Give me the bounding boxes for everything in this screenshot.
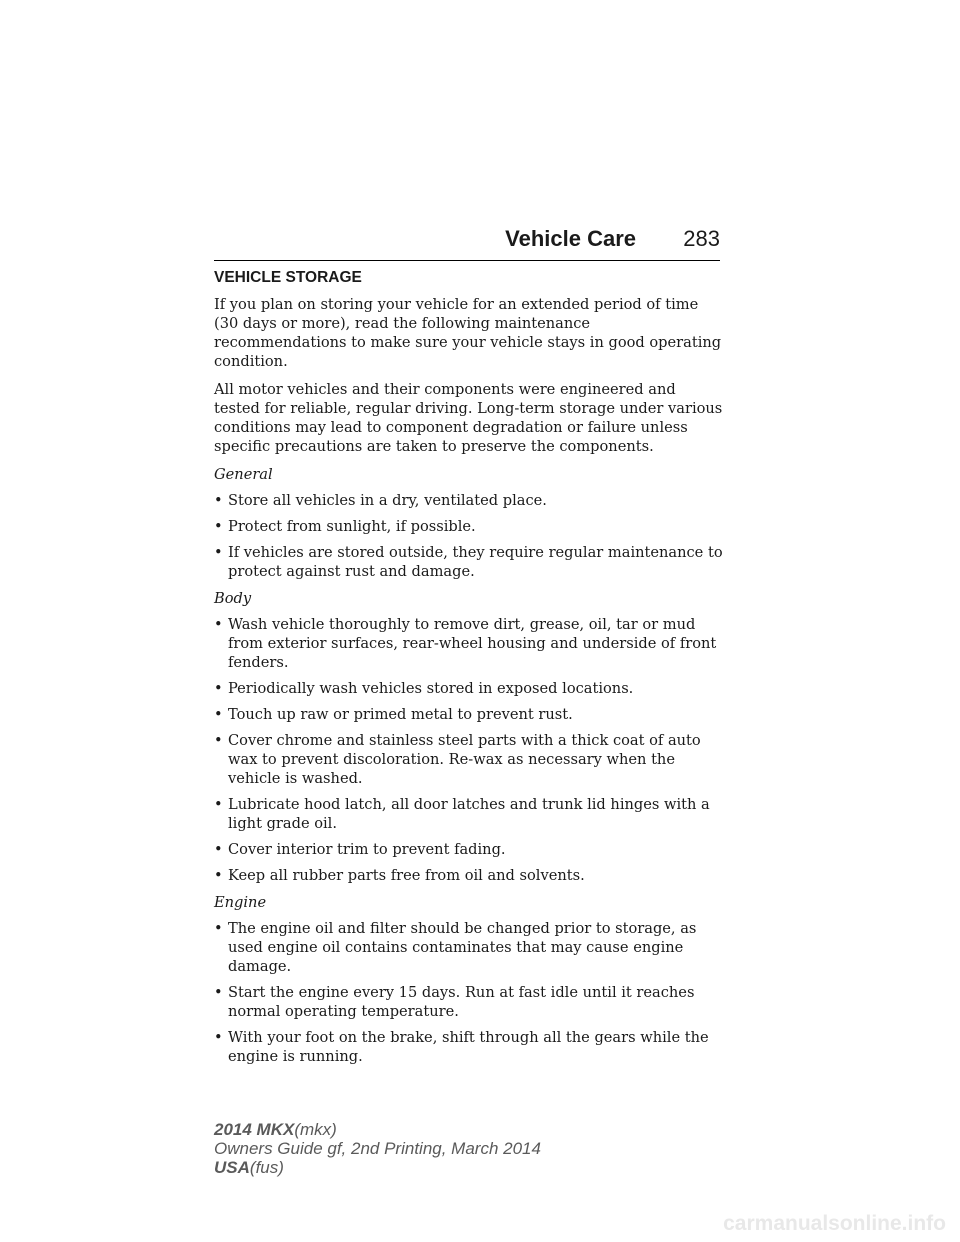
bullet-icon: • [214,1029,223,1046]
section-title: VEHICLE STORAGE [214,269,362,286]
list-item: • If vehicles are stored outside, they require regular maintenance to protect against rust and damage. [214,544,723,580]
page-header [214,226,720,261]
footer-line-model: 2014 MKX(mkx) [214,1120,337,1139]
footer-line-edition: Owners Guide gf, 2nd Printing, March 2014 [214,1139,541,1158]
footer-line-region: USA(fus) [214,1158,284,1177]
list-item: • Lubricate hood latch, all door latches and trunk lid hinges with a light grade oil. [214,796,710,832]
list-item: • Store all vehicles in a dry, ventilated place. [214,492,547,509]
list-item: • Protect from sunlight, if possible. [214,518,476,535]
general-list [214,491,724,581]
body-list [214,615,724,885]
bullet-icon: • [214,867,223,884]
chapter-title: Vehicle Care [505,226,636,251]
bullet-icon: • [214,984,223,1001]
list-item: • Touch up raw or primed metal to prevent rust. [214,706,573,723]
watermark: carmanualsonline.info [723,1212,946,1235]
page-footer [214,1120,541,1177]
list-item: • Cover interior trim to prevent fading. [214,841,506,858]
subheading-general: General [214,466,273,483]
intro-paragraph: If you plan on storing your vehicle for an extended period of time (30 days or more), read the following maintenance recommendations to make sure your vehicle stays in good operating condition. [214,296,722,370]
engine-list [214,919,724,1066]
bullet-icon: • [214,706,223,723]
list-item: • Periodically wash vehicles stored in exposed locations. [214,680,634,697]
bullet-icon: • [214,732,223,749]
subheading-body: Body [214,590,252,607]
subheading-engine: Engine [214,894,267,911]
bullet-icon: • [214,544,223,561]
list-item: • Start the engine every 15 days. Run at fast idle until it reaches normal operating temperature. [214,984,695,1020]
list-item: • The engine oil and filter should be changed prior to storage, as used engine oil contains contaminates that may cause engine damage. [214,920,697,975]
list-item: • Wash vehicle thoroughly to remove dirt, grease, oil, tar or mud from exterior surfaces, rear-wheel housing and underside of front fenders. [214,616,717,671]
bullet-icon: • [214,680,223,697]
intro-paragraph: All motor vehicles and their components were engineered and tested for reliable, regular driving. Long-term storage under various conditions may lead to component degradation or failure unless specific precautions are taken to preserve the components. [214,381,723,455]
bullet-icon: • [214,518,223,535]
bullet-icon: • [214,492,223,509]
bullet-icon: • [214,920,223,937]
bullet-icon: • [214,841,223,858]
list-item: • With your foot on the brake, shift through all the gears while the engine is running. [214,1029,709,1065]
page-number: 283 [683,226,720,251]
bullet-icon: • [214,796,223,813]
page-content [214,268,724,1074]
bullet-icon: • [214,616,223,633]
list-item: • Cover chrome and stainless steel parts with a thick coat of auto wax to prevent discoloration. Re-wax as necessary when the vehicle is washed. [214,732,701,787]
list-item: • Keep all rubber parts free from oil and solvents. [214,867,585,884]
